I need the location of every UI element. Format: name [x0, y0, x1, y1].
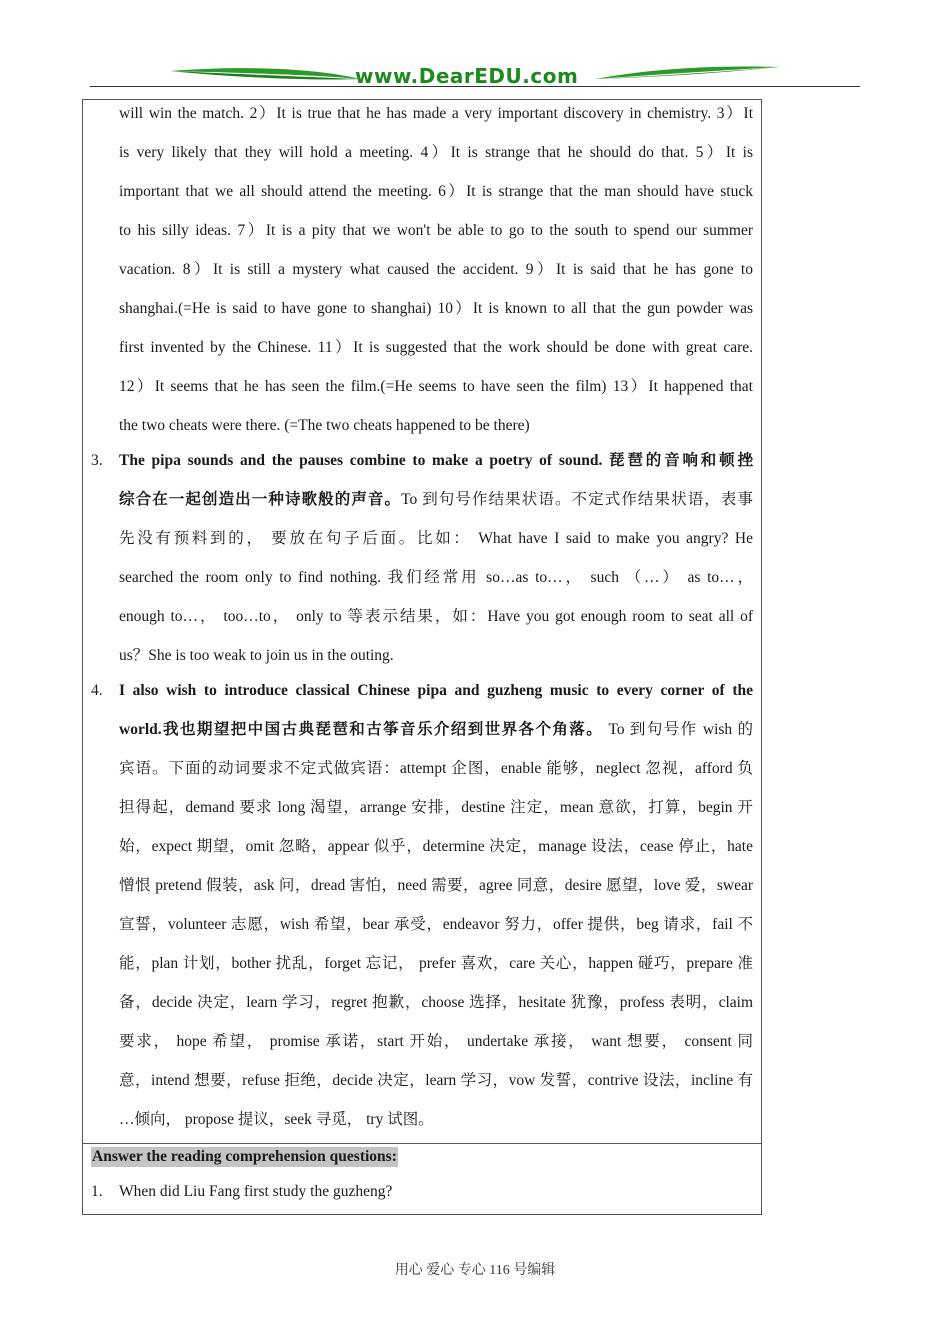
text-line: is very likely that they will hold a meeting. 4）It is strange that he should do that. 5）It is	[119, 144, 753, 161]
text-line: the two cheats were there. (=The two cheats happened to be there)	[119, 417, 530, 434]
header-site-name: www.DearEDU.com	[355, 64, 579, 88]
text-line: 能，plan 计划，bother 扰乱，forget 忘记， prefer 喜欢，care 关心，happen 碰巧，prepare 准	[119, 955, 753, 972]
text-line: to his silly ideas. 7）It is a pity that we won't be able to go to the south to spend our summer	[119, 222, 753, 239]
reading-heading: Answer the reading comprehension questions:	[92, 1148, 397, 1165]
text-line: important that we all should attend the meeting. 6）It is strange that the man should have stuck	[119, 183, 753, 200]
item4-bold-sentence: I also wish to introduce classical Chinese pipa and guzheng music to every corner of the	[119, 682, 753, 699]
list-number: 3.	[91, 452, 103, 469]
text-line: 担得起，demand 要求 long 渴望，arrange 安排，destine 注定，mean 意欲，打算，begin 开	[119, 799, 753, 816]
text-line: will win the match. 2）It is true that he has made a very important discovery in chemistry. 3）It	[119, 105, 753, 122]
text-line: us？She is too weak to join us in the outing.	[119, 647, 394, 664]
text-line: 要求， hope 希望， promise 承诺，start 开始， undertake 承接， want 想要， consent 同	[119, 1033, 753, 1050]
page-footer: 用心 爱心 专心 116 号编辑	[394, 1263, 556, 1278]
item4-explanation: To 到句号作 wish 的	[603, 721, 753, 738]
question-text: When did Liu Fang first study the guzheng?	[119, 1183, 393, 1200]
text-line: 始，expect 期望，omit 忽略，appear 似乎，determine 决定，manage 设法，cease 停止，hate	[119, 838, 753, 855]
text-line: shanghai.(=He is said to have gone to shanghai) 10）It is known to all that the gun powder was	[119, 300, 753, 317]
text-line	[119, 720, 753, 740]
text-line: 憎恨 pretend 假装，ask 问，dread 害怕，need 需要，agree 同意，desire 愿望，love 爱，swear	[119, 877, 753, 894]
text-line: first invented by the Chinese. 11）It is suggested that the work should be done with great care.	[119, 339, 753, 356]
text-line: 备，decide 决定，learn 学习，regret 抱歉，choose 选择，hesitate 犹豫，profess 表明，claim	[119, 994, 753, 1011]
text-line: vacation. 8）It is still a mystery what caused the accident. 9）It is said that he has gone to	[119, 261, 753, 278]
item3-explanation: To 到句号作结果状语。不定式作结果状语，表事	[401, 491, 753, 508]
item3-bold-sentence: The pipa sounds and the pauses combine to make a poetry of sound. 琵琶的音响和顿挫	[119, 452, 753, 469]
text-line: 宾语。下面的动词要求不定式做宾语：attempt 企图，enable 能够，neglect 忽视，afford 负	[119, 760, 753, 777]
text-line: searched the room only to find nothing. 我们经常用 so…as to…， such （…） as to…，	[119, 569, 753, 586]
item4-bold-translation: world.我也期望把中国古典琵琶和古筝音乐介绍到世界各个角落。	[119, 721, 604, 738]
text-line: 12）It seems that he has seen the film.(=He seems to have seen the film) 13）It happened that	[119, 378, 753, 395]
text-line: 宣誓，volunteer 志愿，wish 希望，bear 承受，endeavor 努力，offer 提供，beg 请求，fail 不	[119, 916, 753, 933]
list-number: 4.	[91, 682, 103, 699]
question-number: 1.	[91, 1183, 103, 1200]
text-line: 先没有预料到的， 要放在句子后面。比如： What have I said to make you angry? He	[119, 530, 753, 547]
text-line	[119, 490, 753, 510]
text-line: …倾向， propose 提议，seek 寻觅， try 试图。	[119, 1111, 434, 1128]
text-line: 意，intend 想要，refuse 拒绝，decide 决定，learn 学习，vow 发誓，contrive 设法，incline 有	[119, 1072, 753, 1089]
header-rule	[90, 86, 860, 87]
item3-bold-translation: 综合在一起创造出一种诗歌般的声音。	[119, 491, 402, 508]
table-row-divider	[82, 1143, 762, 1144]
text-line: enough to…， too…to， only to 等表示结果，如：Have you got enough room to seat all of	[119, 608, 753, 625]
